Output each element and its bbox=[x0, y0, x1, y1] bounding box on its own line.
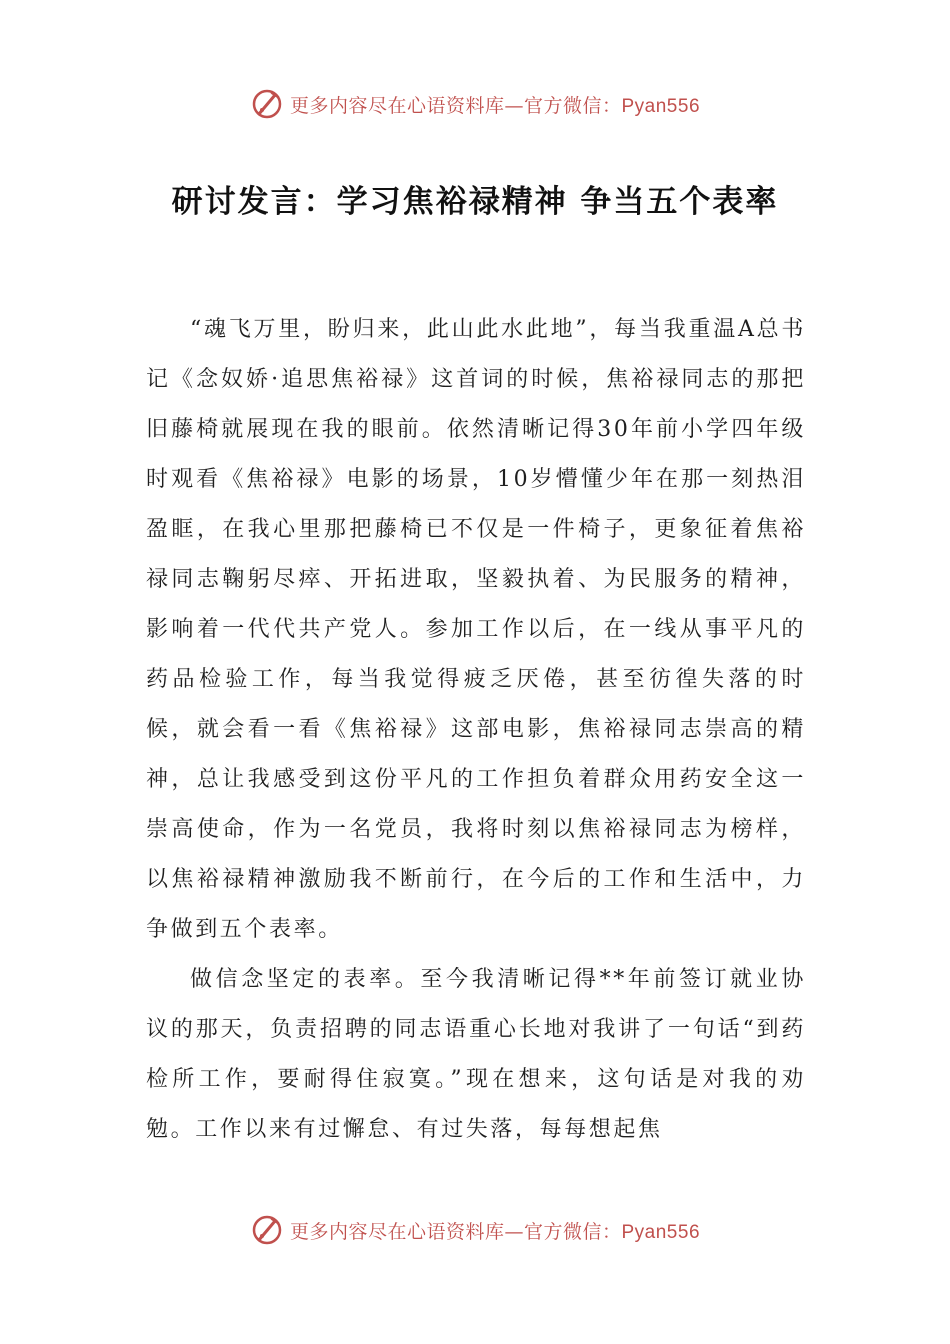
paragraph-2: 做信念坚定的表率。至今我清晰记得**年前签订就业协议的那天，负责招聘的同志语重心长地对我讲了一句话“到药检所工作，要耐得住寂寞。”现在想来，这句话是对我的劝勉。工作以来有过懈怠、有过失落，每每想起焦 bbox=[146, 967, 806, 1142]
pen-logo-icon bbox=[250, 1213, 284, 1247]
header-banner-text bbox=[290, 91, 700, 118]
header-banner-label: 更多内容尽在心语资料库—官方微信： bbox=[289, 94, 622, 117]
footer-banner-content bbox=[250, 1213, 700, 1247]
footer-wechat-id: Pyan556 bbox=[621, 1221, 701, 1243]
pen-logo-icon bbox=[250, 87, 284, 121]
document-body bbox=[146, 305, 806, 1155]
footer-banner-text bbox=[290, 1217, 700, 1244]
header-wechat-id: Pyan556 bbox=[621, 95, 701, 117]
document-title: 研讨发言：学习焦裕禄精神 争当五个表率 bbox=[171, 184, 779, 220]
footer-banner bbox=[0, 1210, 950, 1250]
paragraph-1: “魂飞万里，盼归来，此山此水此地”，每当我重温A总书记《念奴娇·追思焦裕禄》这首词的时候，焦裕禄同志的那把旧藤椅就展现在我的眼前。依然清晰记得30年前小学四年级时观看《焦裕禄》电影的场景，10岁懵懂少年在那一刻热泪盈眶，在我心里那把藤椅已不仅是一件椅子，更象征着焦裕禄同志鞠躬尽瘁、开拓进取，坚毅执着、为民服务的精神，影响着一代代共产党人。参加工作以后，在一线从事平凡的药品检验工作，每当我觉得疲乏厌倦，甚至彷徨失落的时候，就会看一看《焦裕禄》这部电影，焦裕禄同志崇高的精神，总让我感受到这份平凡的工作担负着群众用药安全这一崇高使命，作为一名党员，我将时刻以焦裕禄同志为榜样，以焦裕禄精神激励我不断前行，在今后的工作和生活中，力争做到五个表率。 bbox=[146, 317, 806, 942]
header-banner bbox=[0, 84, 950, 124]
header-banner-content bbox=[250, 87, 700, 121]
footer-banner-label: 更多内容尽在心语资料库—官方微信： bbox=[289, 1220, 622, 1243]
